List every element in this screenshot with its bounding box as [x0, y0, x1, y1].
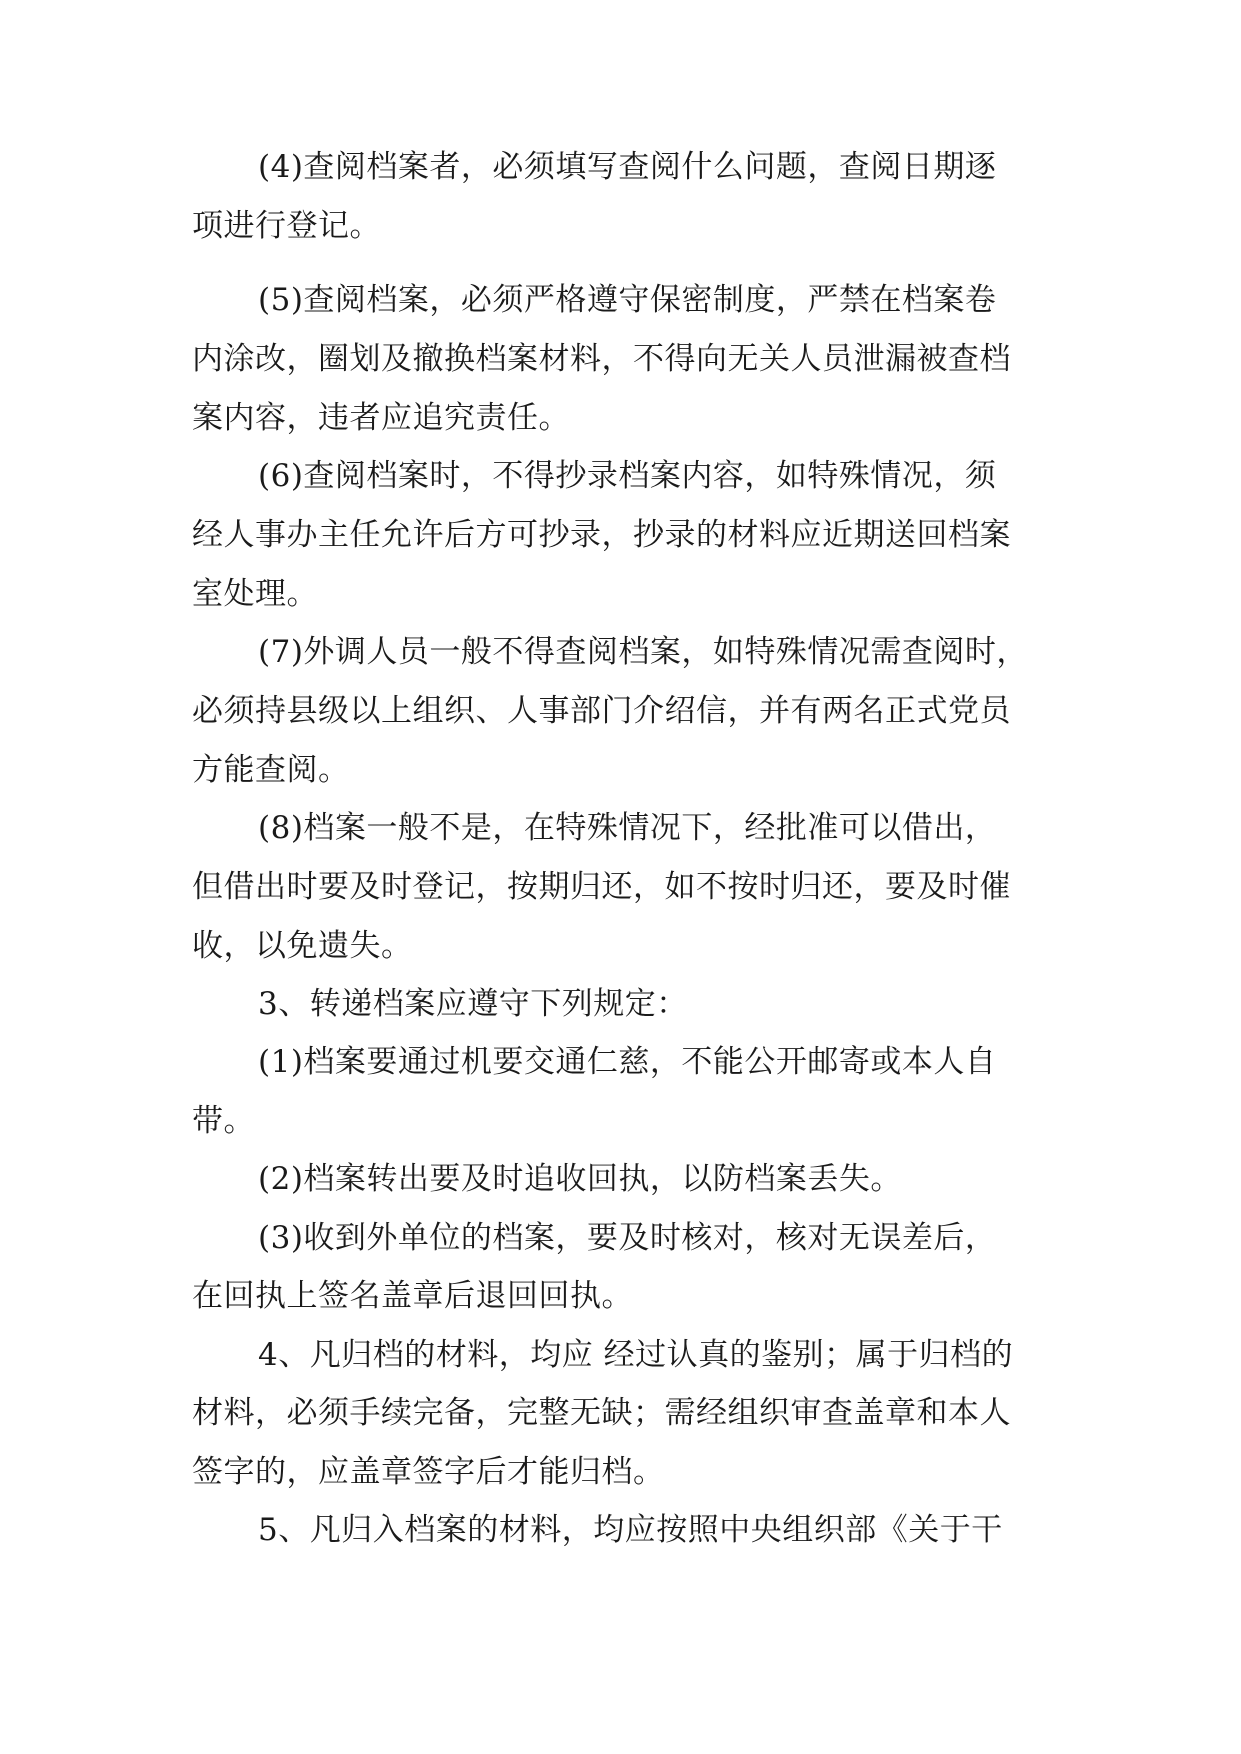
text-line: 案内容，违者应追究责任。	[192, 400, 570, 436]
text-line: (1)档案要通过机要交通仁慈，不能公开邮寄或本人自	[258, 1044, 997, 1080]
text-line: (3)收到外单位的档案，要及时核对，核对无误差后，	[258, 1220, 997, 1256]
text-line: 材料，必须手续完备，完整无缺；需经组织审查盖章和本人	[192, 1395, 1011, 1431]
text-line: 项进行登记。	[192, 208, 381, 244]
text-line: (2)档案转出要及时追收回执，以防档案丢失。	[258, 1161, 902, 1197]
text-line: 但借出时要及时登记，按期归还，如不按时归还，要及时催	[192, 869, 1011, 905]
text-line: 签字的，应盖章签字后才能归档。	[192, 1454, 665, 1490]
text-line: 内涂改，圈划及撤换档案材料，不得向无关人员泄漏被查档	[192, 341, 1011, 377]
text-line: 经人事办主任允许后方可抄录，抄录的材料应近期送回档案	[192, 517, 1011, 553]
text-line: 方能查阅。	[192, 752, 350, 788]
text-line: 带。	[192, 1103, 255, 1139]
text-line: (6)查阅档案时，不得抄录档案内容，如特殊情况，须	[258, 458, 997, 494]
text-line: (7)外调人员一般不得查阅档案，如特殊情况需查阅时，	[258, 634, 1028, 670]
text-line: 必须持县级以上组织、人事部门介绍信，并有两名正式党员	[192, 693, 1011, 729]
text-line: 收，以免遗失。	[192, 928, 413, 964]
text-line: (5)查阅档案，必须严格遵守保密制度，严禁在档案卷	[258, 282, 997, 318]
text-line: 3、转递档案应遵守下列规定：	[258, 986, 688, 1022]
text-line: 4、凡归档的材料，均应 经过认真的鉴别；属于归档的	[258, 1337, 1014, 1373]
text-line: 室处理。	[192, 576, 318, 612]
text-line: 在回执上签名盖章后退回回执。	[192, 1278, 633, 1314]
text-line: (8)档案一般不是，在特殊情况下，经批准可以借出，	[258, 810, 997, 846]
text-line: 5、凡归入档案的材料，均应按照中央组织部《关于干	[258, 1512, 1003, 1548]
text-line: (4)查阅档案者，必须填写查阅什么问题，查阅日期逐	[258, 149, 997, 185]
